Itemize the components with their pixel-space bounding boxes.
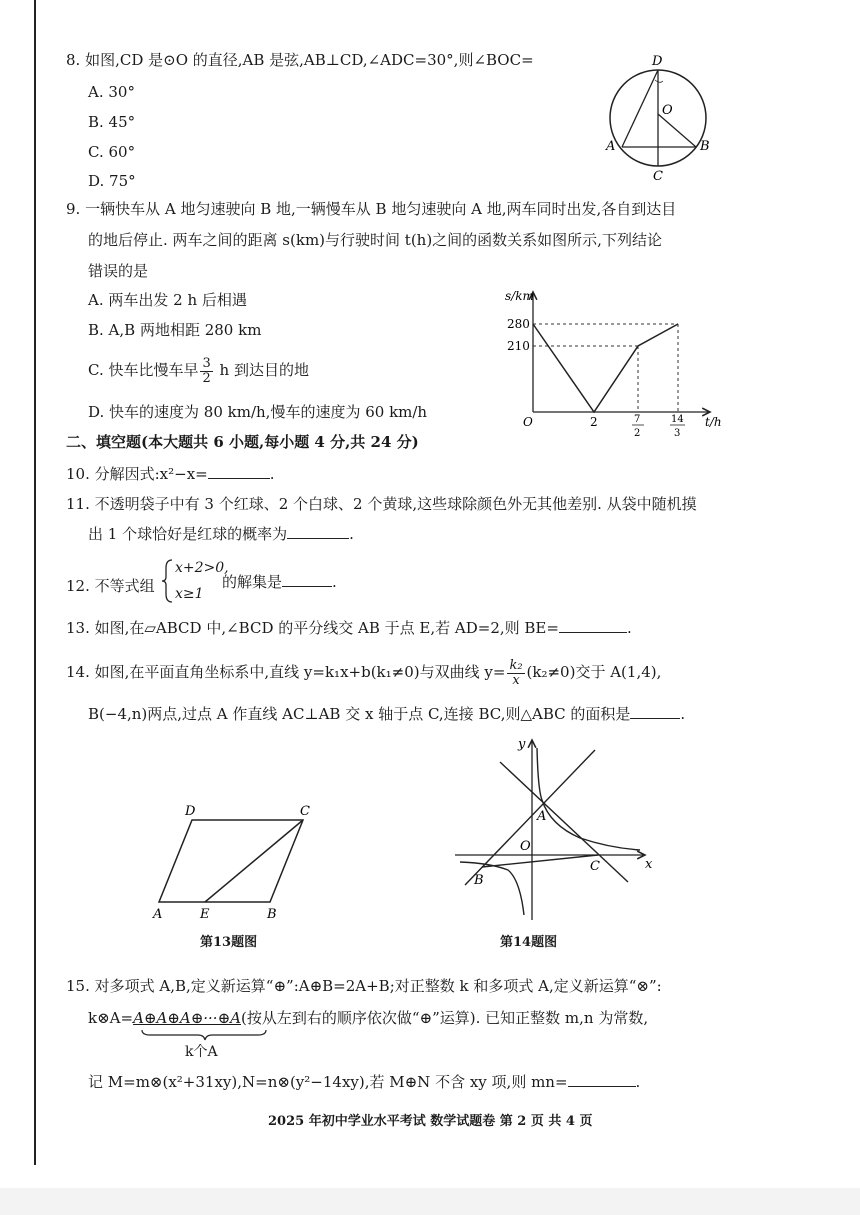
q14-fraction-num: k₂ — [509, 657, 523, 673]
q13-text: 13. 如图,在▱ABCD 中,∠BCD 的平分线交 AB 于点 E,若 AD=2,则 BE= — [66, 619, 559, 637]
fig14-label-a: A — [537, 809, 547, 824]
q14-answer-blank — [630, 704, 680, 719]
fig14-coordinate-plane — [450, 730, 660, 925]
q15-answer-blank — [568, 1072, 636, 1087]
q9-y-label: s/km — [505, 289, 534, 303]
fig14-label-y: y — [518, 737, 526, 752]
q12-inequality-1: x+2>0, — [175, 560, 229, 576]
q14-line1 — [66, 652, 661, 692]
section2-heading: 二、填空题(本大题共 6 小题,每小题 4 分,共 24 分) — [66, 433, 419, 451]
q9-origin-label: O — [523, 415, 533, 429]
q9-option-c-numerator: 3 — [202, 355, 211, 371]
q9-line2: 的地后停止. 两车之间的距离 s(km)与行驶时间 t(h)之间的函数关系如图所示,下列结论 — [88, 231, 662, 249]
q9-x-tick-7-num: 7 — [634, 414, 641, 425]
fig14-label-x: x — [645, 857, 653, 872]
fig14-label-b: B — [474, 873, 484, 888]
q15-line2-prefix: k⊗A= — [88, 1009, 134, 1027]
q11-answer-blank — [287, 524, 349, 539]
page-footer: 2025 年初中学业水平考试 数学试题卷 第 2 页 共 4 页 — [268, 1114, 593, 1129]
q15-repeated-expression: A⊕A⊕A⊕···⊕A — [133, 1009, 241, 1027]
q12-inequality-2: x≥1 — [175, 586, 204, 602]
q9-y-tick-280: 280 — [507, 317, 530, 331]
q14-text-end: (k₂≠0)交于 A(1,4), — [526, 663, 662, 681]
fig13-label-a: A — [153, 907, 163, 922]
q15-line2 — [88, 1008, 648, 1028]
q8-option-b: B. 45° — [88, 113, 136, 131]
q12-text: 的解集是 — [222, 573, 283, 591]
q12-prefix: 12. 不等式组 — [66, 577, 155, 595]
q9-graph-line — [533, 324, 678, 412]
q9-x-tick-2-den: 2 — [634, 428, 641, 439]
q8-label-d: D — [652, 54, 663, 69]
q9-option-c-text: C. 快车比慢车早 — [88, 361, 199, 379]
q8-circle-figure — [600, 50, 720, 180]
binding-margin-line — [34, 0, 36, 1165]
q14-line2: B(−4,n)两点,过点 A 作直线 AC⊥AB 交 x 轴于点 C,连接 BC,则△ABC 的面积是 . — [88, 705, 686, 723]
q12-answer-blank — [282, 572, 332, 587]
q12-brace — [160, 558, 174, 604]
fig13-label-d: D — [185, 804, 196, 819]
q8-label-c: C — [653, 169, 663, 180]
q13: 13. 如图,在▱ABCD 中,∠BCD 的平分线交 AB 于点 E,若 AD=2,则 BE= . — [66, 619, 632, 637]
q8-label-o: O — [662, 103, 673, 118]
q9-option-d: D. 快车的速度为 80 km/h,慢车的速度为 60 km/h — [88, 403, 428, 421]
q15-brace-label: k个A — [185, 1044, 218, 1060]
q11-line1: 11. 不透明袋子中有 3 个红球、2 个白球、2 个黄球,这些球除颜色外无其他差别. 从袋中随机摸 — [66, 495, 697, 513]
q11-line2: 出 1 个球恰好是红球的概率为 . — [88, 525, 354, 543]
q9-distance-time-graph — [495, 284, 725, 444]
fig14-label-o: O — [520, 839, 531, 854]
q15-line3-text: 记 M=m⊗(x²+31xy),N=n⊗(y²−14xy),若 M⊕N 不含 xy 项,则 mn= — [88, 1073, 568, 1091]
q12-suffix: 的解集是 . — [222, 573, 337, 591]
q9-x-tick-2: 2 — [590, 415, 598, 429]
q14-text: 14. 如图,在平面直角坐标系中,直线 y=k₁x+b(k₁≠0)与双曲线 y= — [66, 663, 506, 681]
q8-option-a: A. 30° — [88, 83, 135, 101]
q9-x-tick-14-num: 14 — [671, 414, 684, 425]
fig13-label-e: E — [200, 907, 210, 922]
q8-label-a: A — [606, 139, 616, 154]
q15-line2-suffix: (按从左到右的顺序依次做“⊕”运算). 已知正整数 m,n 为常数, — [240, 1009, 649, 1027]
q9-line1: 9. 一辆快车从 A 地匀速驶向 B 地,一辆慢车从 B 地匀速驶向 A 地,两车同时出发,各自到达目 — [66, 200, 677, 218]
q8-stem: 8. 如图,CD 是⊙O 的直径,AB 是弦,AB⊥CD,∠ADC=30°,则∠BOC= — [66, 51, 534, 69]
q9-option-b: B. A,B 两地相距 280 km — [88, 321, 262, 339]
q11-text: 出 1 个球恰好是红球的概率为 — [88, 525, 288, 543]
q9-option-c-denominator: 2 — [202, 370, 211, 386]
q14-line2-text: B(−4,n)两点,过点 A 作直线 AC⊥AB 交 x 轴于点 C,连接 BC,则△ABC 的面积是 — [88, 705, 631, 723]
scan-bottom-band — [0, 1188, 860, 1215]
q13-answer-blank — [559, 618, 627, 633]
fig13-label-c: C — [300, 804, 310, 819]
q9-option-c-fraction — [200, 357, 212, 386]
q15-line3: 记 M=m⊗(x²+31xy),N=n⊗(y²−14xy),若 M⊕N 不含 xy 项,则 mn= . — [88, 1073, 641, 1091]
q15-underbrace — [140, 1028, 270, 1042]
fig13-caption: 第13题图 — [200, 935, 258, 950]
fig14-label-c: C — [590, 859, 600, 874]
q10: 10. 分解因式:x²−x= . — [66, 465, 275, 483]
q9-line3: 错误的是 — [88, 262, 149, 280]
q9-x-tick-3-den: 3 — [674, 428, 681, 439]
q9-option-a: A. 两车出发 2 h 后相遇 — [88, 291, 247, 309]
q9-x-label: t/h — [705, 415, 722, 429]
q10-answer-blank — [208, 464, 270, 479]
q8-option-c: C. 60° — [88, 143, 136, 161]
fig14-caption: 第14题图 — [500, 935, 558, 950]
fig13-parallelogram — [145, 800, 320, 925]
q15-line1: 15. 对多项式 A,B,定义新运算“⊕”:A⊕B=2A+B;对正整数 k 和多项式 A,定义新运算“⊗”: — [66, 977, 662, 995]
q9-y-tick-210: 210 — [507, 339, 530, 353]
q10-text: 10. 分解因式:x²−x= — [66, 465, 208, 483]
q14-fraction — [507, 659, 524, 688]
q8-label-b: B — [700, 139, 710, 154]
q8-option-d: D. 75° — [88, 172, 136, 190]
q9-option-c — [88, 352, 309, 388]
q9-option-c-suffix: h 到达目的地 — [214, 361, 309, 379]
q14-fraction-den: x — [512, 672, 520, 688]
fig13-label-b: B — [267, 907, 277, 922]
